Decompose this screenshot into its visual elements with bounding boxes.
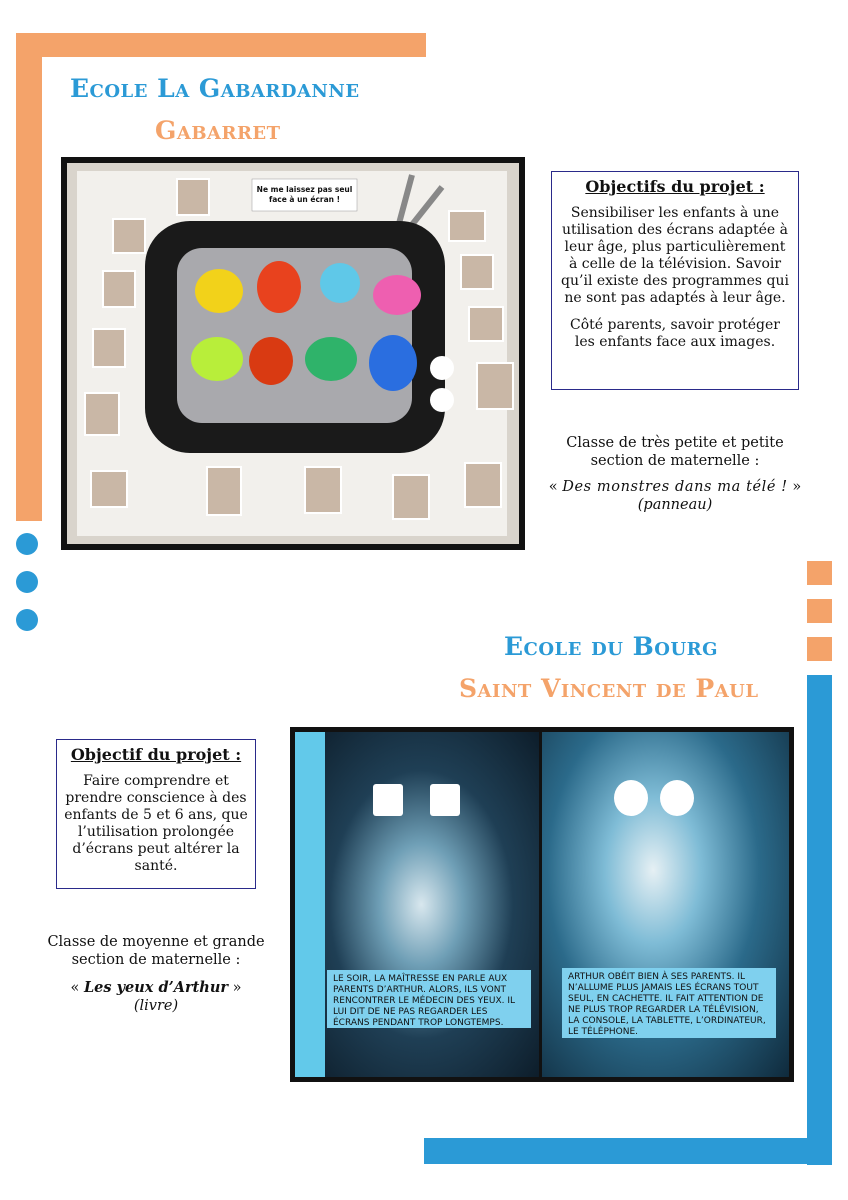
school1-class-caption (540, 434, 810, 514)
decor-blue-bar-right (807, 675, 832, 1165)
objective-text: Faire comprendre et prendre conscience à des enfants de 5 et 6 ans, que l’utilisation prolongée d’écrans peut altérer la santé. (64, 773, 248, 874)
school2-class-caption (46, 933, 266, 1015)
decor-orange-square (807, 637, 832, 661)
school2-name: Ecole du Bourg (504, 632, 718, 661)
decor-blue-bar-bottom (424, 1138, 832, 1164)
objectives-heading: Objectifs du projet : (585, 177, 765, 196)
school1-work-title-line: « Des monstres dans ma télé ! » (548, 479, 802, 495)
book-page2-caption: ARTHUR OBÉIT BIEN À SES PARENTS. IL N’ALLUME PLUS JAMAIS LES ÉCRANS TOUT SEUL, EN CACHETTE. IL FAIT ATTENTION DE NE PLUS TROP REGARDER LA TÉLÉVISION, LA CONSOLE, LA TABLETTE, L’ORDINATEUR, LE TÉLÉPHONE. (562, 968, 776, 1038)
school1-work-type: (panneau) (637, 497, 713, 513)
school2-work-title-line: « Les yeux d’Arthur » (70, 979, 242, 996)
eye-left (373, 784, 403, 816)
decor-blue-dot (16, 571, 38, 593)
book-page-right (542, 732, 789, 1077)
objective-heading: Objectif du projet : (70, 745, 242, 764)
decor-orange-bar-left (16, 33, 42, 521)
decor-orange-bar-top (16, 33, 426, 57)
objectives-text: Sensibiliser les enfants à une utilisation des écrans adaptée à leur âge, plus particulièrement à celle de la télévision. Savoir qu’il existe des programmes qui ne sont pas adaptés à leur âge. (561, 205, 789, 306)
school1-name: Ecole La Gabardanne (70, 74, 360, 103)
decor-orange-square (807, 599, 832, 623)
school1-town: Gabarret (155, 116, 281, 145)
school1-class-text: Classe de très petite et petite section de maternelle : (566, 435, 784, 469)
book-photo (290, 727, 794, 1082)
decor-orange-square (807, 561, 832, 585)
eye-left (614, 780, 648, 816)
poster-sign-text: Ne me laissez pas seul face à un écran ! (256, 185, 353, 204)
eye-right (660, 780, 694, 816)
poster-illustration (67, 163, 519, 544)
school2-town: Saint Vincent de Paul (459, 674, 759, 703)
book-page1-caption: LE SOIR, LA MAÎTRESSE EN PARLE AUX PARENTS D’ARTHUR. ALORS, ILS VONT RENCONTRER LE MÉDECIN DES YEUX. IL LUI DIT DE NE PAS REGARDER LES ÉCRANS PENDANT TROP LONGTEMPS. (327, 970, 531, 1028)
school2-class-text: Classe de moyenne et grande section de maternelle : (47, 934, 265, 968)
decor-blue-dot (16, 609, 38, 631)
objectives-box-school2 (56, 739, 256, 889)
poster-photo (61, 157, 525, 550)
school2-work-type: (livre) (133, 998, 179, 1014)
school2-work-title: Les yeux d’Arthur (83, 979, 229, 996)
objectives-parents-text: Côté parents, savoir protéger les enfants face aux images. (570, 317, 780, 350)
decor-blue-dot (16, 533, 38, 555)
objectives-box-school1 (551, 171, 799, 390)
school1-work-title: Des monstres dans ma télé ! (562, 479, 788, 495)
eye-right (430, 784, 460, 816)
book-page-left (295, 732, 539, 1077)
